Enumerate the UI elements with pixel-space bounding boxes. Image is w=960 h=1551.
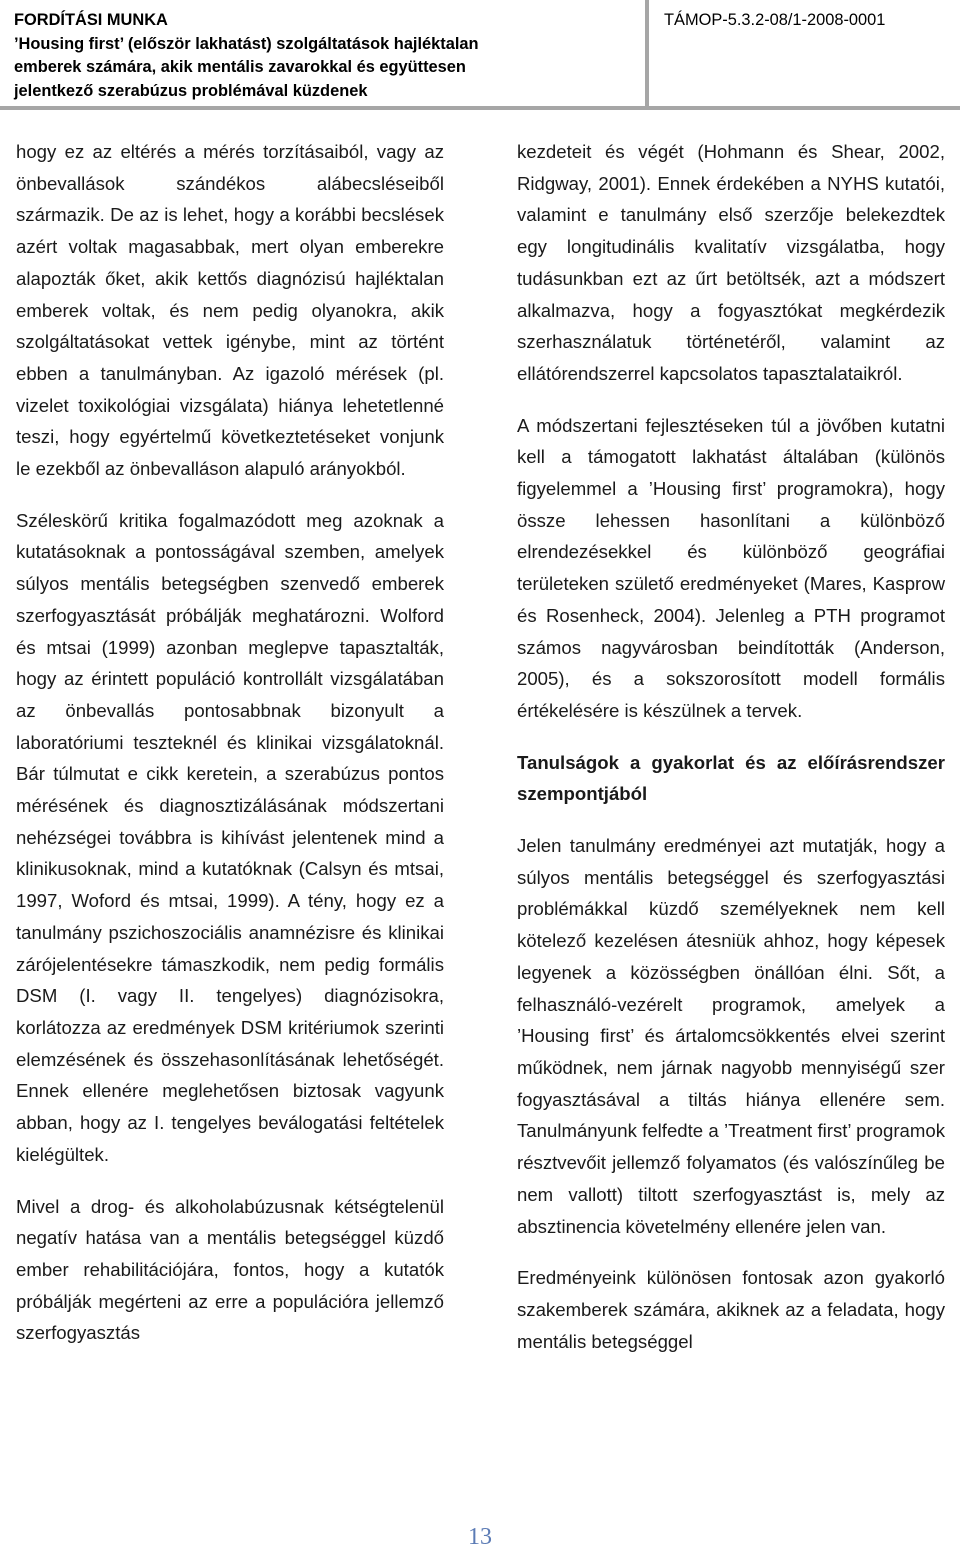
document-title-line: jelentkező szerabúzus problémával küzdenek [14, 81, 368, 100]
right-column [517, 136, 945, 1357]
body-paragraph: kezdeteit és végét (Hohmann és Shear, 2002, Ridgway, 2001). Ennek érdekében a NYHS kutatói, valamint e tanulmány első szerzője belekezdtek egy longitudinális kvalitatív vizsgálatba, hogy tudásunkban ezt az űrt betöltsék, azt a módszert alkalmazva, hogy a fogyasztókat megkérdezik szerhasználatuk történetéről, valamint az ellátórendszerrel kapcsolatos tapasztalataikról. [517, 141, 945, 384]
page-header [0, 0, 960, 106]
left-column [16, 136, 444, 1349]
body-paragraph: Jelen tanulmány eredményei azt mutatják, hogy a súlyos mentális betegséggel és szerfogyasztási problémákkal küzdő személyeknek nem kell kötelező kezelésen átesniük ahhoz, hogy képesek legyenek a közösségben önállóan élni. Sőt, a felhasználó-vezérelt programok, amelyek a ’Housing first’ és ártalomcsökkentés elvei szerint működnek, nem járnak nagyobb mennyiségű szer fogyasztásával a tiltás hiánya ellenére sem. Tanulmányunk felfedte a ’Treatment first’ programok résztvevőit jellemző folyamatos (és valószínűleg be nem vallott) tiltott szerfogyasztást is, mely az absztinencia követelmény ellenére jelen van. [517, 835, 945, 1237]
header-vertical-rule [645, 0, 649, 110]
document-title [14, 9, 634, 103]
document-title-line: emberek számára, akik mentális zavarokkal és együttesen [14, 58, 466, 76]
section-heading: Tanulságok a gyakorlat és az előírásrendszer szempontjából [517, 751, 945, 805]
body-paragraph: Eredményeink különösen fontosak azon gyakorló szakemberek számára, akiknek az a feladata, hogy mentális betegséggel [517, 1267, 945, 1352]
project-code: TÁMOP-5.3.2-08/1-2008-0001 [664, 11, 886, 29]
page-number: 13 [468, 1524, 492, 1550]
body-paragraph: Mivel a drog- és alkoholabúzusnak kétségtelenül negatív hatása van a mentális betegséggel küzdő ember rehabilitációjára, fontos, hogy a kutatók próbálják megérteni az erre a populációra jellemző szerfogyasztás [16, 1195, 444, 1344]
header-horizontal-rule [0, 106, 960, 110]
body-paragraph: Széleskörű kritika fogalmazódott meg azoknak a kutatásoknak a pontosságával szemben, amelyek súlyos mentális betegségben szenvedő emberek szerfogyasztását próbálják meghatározni. Wolford és mtsai (1999) azonban meglepve tapasztalták, hogy az érintett populáció kontrollált vizsgálatában az önbevallás pontosabbnak bizonyult a laboratóriumi teszteknél és klinikai vizsgálatoknál. Bár túlmutat e cikk keretein, a szerabúzus pontos mérésének és diagnosztizálásának módszertani nehézségei továbbra is kihívást jelentenek mind a klinikusoknak, mind a kutatóknak (Calsyn és mtsai, 1997, Woford és mtsai, 1999). A tény, hogy ez a tanulmány pszichoszociális anamnézisre és klinikai zárójelentésekre támaszkodik, nem pedig formális DSM (I. vagy II. tengelyes) diagnózisokra, korlátozza az eredmények DSM kritériumok szerinti elemzésének és összehasonlításának lehetőségét. Ennek ellenére meglehetősen biztosak vagyunk abban, hogy az I. tengelyes beválogatási feltételek kielégültek. [16, 509, 444, 1165]
document-title-line: ’Housing first’ (először lakhatást) szolgáltatások hajléktalan [14, 34, 479, 53]
document-title-line: FORDÍTÁSI MUNKA [14, 11, 168, 29]
body-paragraph: A módszertani fejlesztéseken túl a jövőben kutatni kell a támogatott lakhatást általában (különös figyelemmel a ’Housing first’ programokra), hogy össze lehessen hasonlítani a különböző elrendezésekkel és különböző geográfiai területeken születő eredményeket (Mares, Kasprow és Rosenheck, 2004). Jelenleg a PTH programot számos nagyvárosban beindították (Anderson, 2005), és a sokszorosított modell formális értékelésére is készülnek a tervek. [517, 414, 945, 721]
body-paragraph: hogy ez az eltérés a mérés torzításaiból, vagy az önbevallások szándékos alábecsléseiből származik. De az is lehet, hogy a korábbi becslések azért voltak magasabbak, mert olyan emberekre alapozták őket, akik kettős diagnózisú hajléktalan emberek voltak, és nem pedig olyanokra, akik szolgáltatásokat vettek igénybe, mint az történt ebben a tanulmányban. Az igazoló mérések (pl. vizelet toxikológiai vizsgálata) hiánya lehetetlenné teszi, hogy egyértelmű következtetéseket vonjunk le ezekből az önbevalláson alapuló arányokból. [16, 141, 444, 480]
